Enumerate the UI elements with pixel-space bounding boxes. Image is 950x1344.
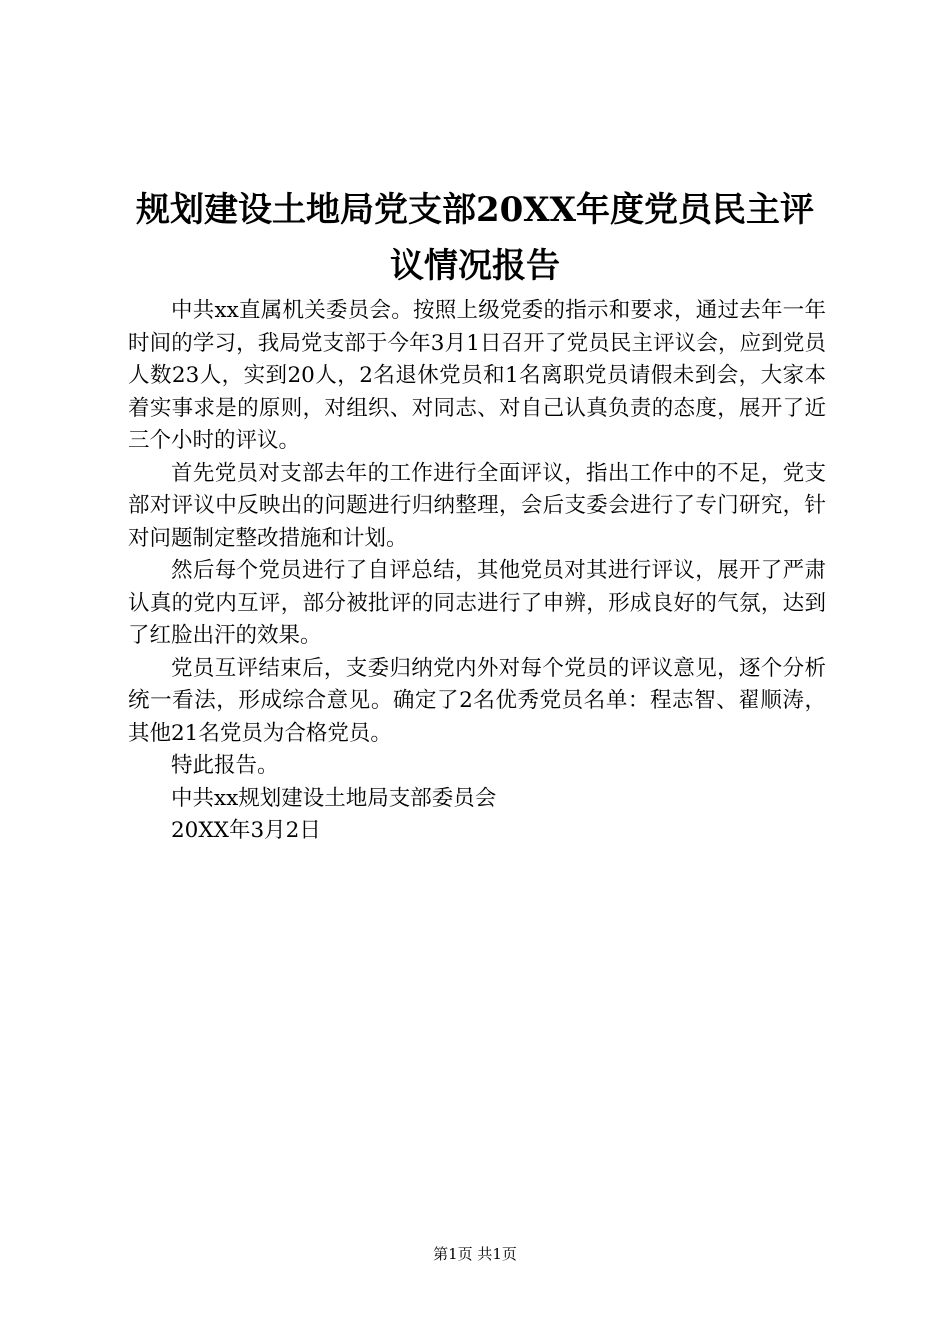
document-title-line-2: 议情况报告 [390, 246, 560, 286]
paragraph-1: 中共xx直属机关委员会。按照上级党委的指示和要求，通过去年一年时间的学习，我局党支部于今年3月1日召开了党员民主评议会，应到党员人数23人，实到20人，2名退休党员和1名离职党员请假未到会，大家本着实事求是的原则，对组织、对同志、对自己认真负责的态度，展开了近三个小时的评议。 [128, 298, 826, 453]
document-date: 20XX年3月2日 [171, 818, 321, 843]
paragraph-3: 然后每个党员进行了自评总结，其他党员对其进行评议，展开了严肃认真的党内互评，部分被批评的同志进行了申辨，形成良好的气氛，达到了红脸出汗的效果。 [128, 558, 826, 648]
document-title-line-1: 规划建设土地局党支部20XX年度党员民主评 [135, 190, 815, 230]
document-body [128, 295, 826, 848]
page-footer: 第1页 共1页 [433, 1245, 517, 1263]
signature: 中共xx规划建设土地局支部委员会 [171, 785, 497, 811]
closing-remark: 特此报告。 [171, 753, 279, 778]
paragraph-4: 党员互评结束后，支委归纳党内外对每个党员的评议意见，逐个分析统一看法，形成综合意见。确定了2名优秀党员名单：程志智、翟顺涛，其他21名党员为合格党员。 [128, 655, 826, 746]
paragraph-2: 首先党员对支部去年的工作进行全面评议，指出工作中的不足，党支部对评议中反映出的问题进行归纳整理，会后支委会进行了专门研究，针对问题制定整改措施和计划。 [128, 460, 826, 551]
